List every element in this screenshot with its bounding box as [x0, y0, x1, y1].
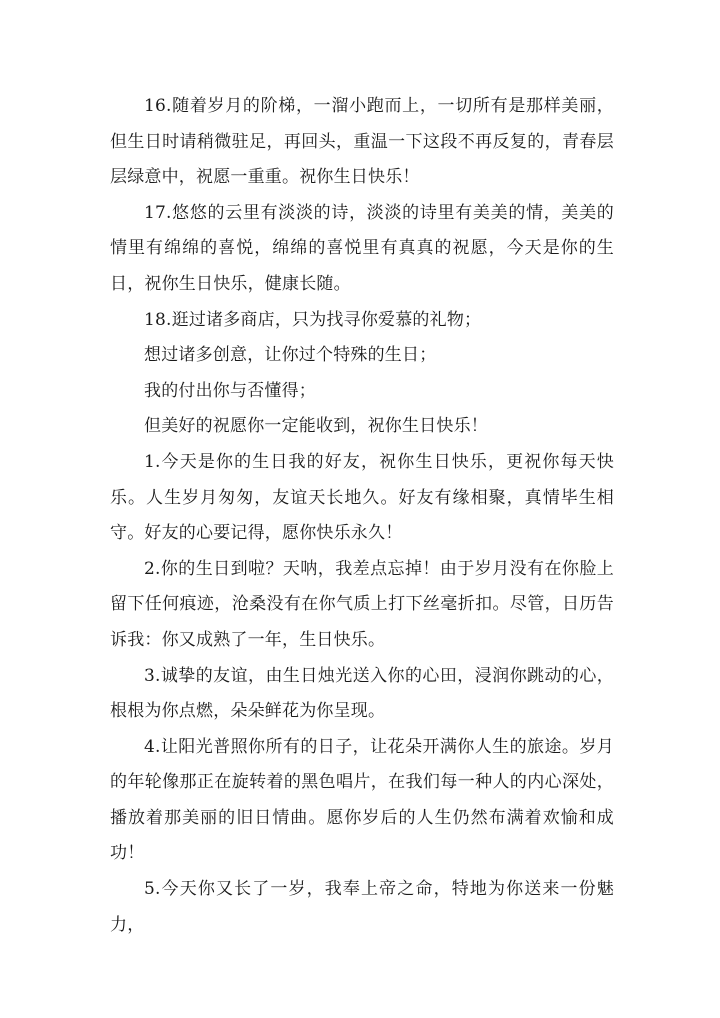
paragraph-16: 16.随着岁月的阶梯，一溜小跑而上，一切所有是那样美丽，但生日时请稍微驻足，再回头，重温一下这段不再反复的，青春层层绿意中，祝愿一重重。祝你生日快乐！	[110, 96, 614, 188]
paragraph-18-line-4: 但美好的祝愿你一定能收到，祝你生日快乐！	[144, 416, 488, 437]
paragraph-4: 4.让阳光普照你所有的日子，让花朵开满你人生的旅途。岁月的年轮像那正在旋转着的黑色唱片，在我们每一种人的内心深处，播放着那美丽的旧日情曲。愿你岁后的人生仍然布满着欢愉和成功！	[110, 736, 614, 864]
paragraph-18-line-3: 我的付出你与否懂得；	[144, 380, 316, 401]
document-body	[110, 89, 614, 943]
paragraph-3: 3.诚挚的友谊，由生日烛光送入你的心田，浸润你跳动的心，根根为你点燃，朵朵鲜花为你呈现。	[110, 665, 614, 722]
paragraph-18-line-1: 18.逛过诸多商店，只为找寻你爱慕的礼物；	[144, 309, 482, 330]
paragraph-17: 17.悠悠的云里有淡淡的诗，淡淡的诗里有美美的情，美美的情里有绵绵的喜悦，绵绵的喜悦里有真真的祝愿，今天是你的生日，祝你生日快乐，健康长随。	[110, 202, 614, 294]
paragraph-2: 2.你的生日到啦？天呐，我差点忘掉！由于岁月没有在你脸上留下任何痕迹，沧桑没有在你气质上打下丝毫折扣。尽管，日历告诉我：你又成熟了一年，生日快乐。	[110, 558, 614, 650]
paragraph-1: 1.今天是你的生日我的好友，祝你生日快乐，更祝你每天快乐。人生岁月匆匆，友谊天长地久。好友有缘相聚，真情毕生相守。好友的心要记得，愿你快乐永久！	[110, 451, 614, 544]
paragraph-18-line-2: 想过诸多创意，让你过个特殊的生日；	[144, 345, 437, 366]
paragraph-5: 5.今天你又长了一岁，我奉上帝之命，特地为你送来一份魅力，	[110, 879, 614, 935]
